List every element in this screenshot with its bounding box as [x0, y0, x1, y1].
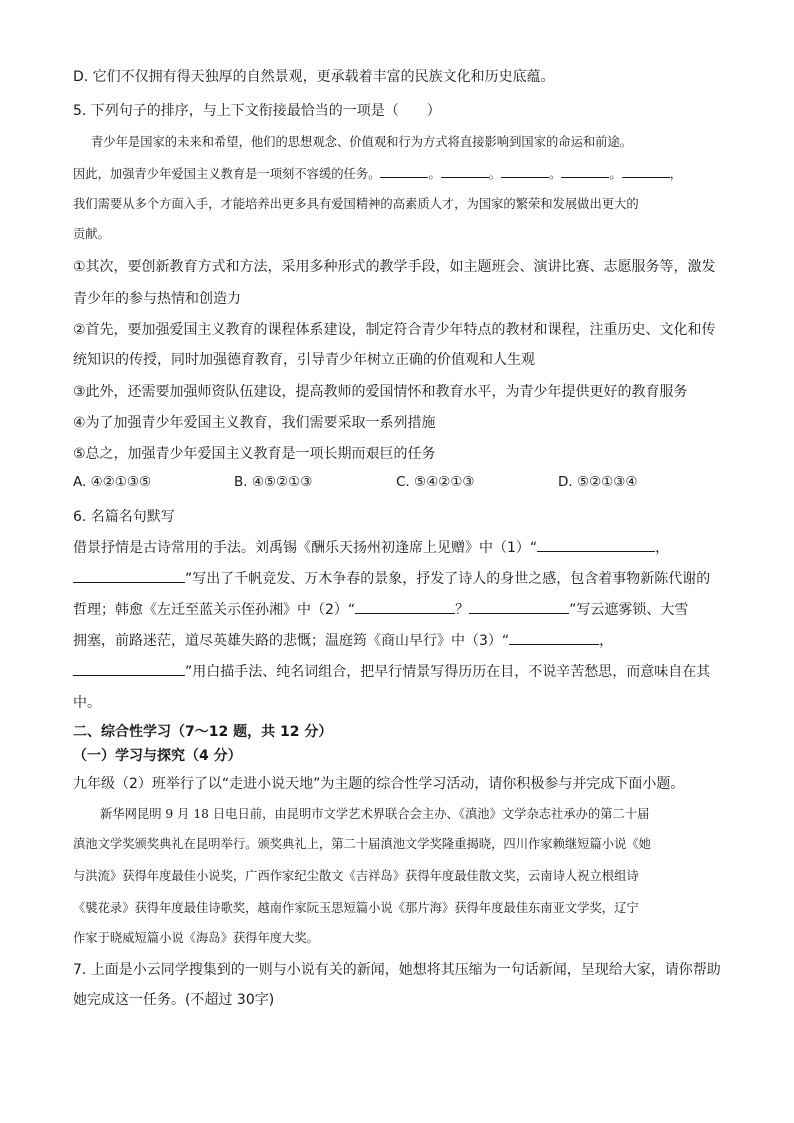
answer-blank[interactable] [469, 600, 569, 614]
q4-option-d: D. 它们不仅拥有得天独厚的自然景观，更承载着丰富的民族文化和历史底蕴。 [73, 69, 555, 85]
answer-blank[interactable] [441, 165, 489, 178]
answer-blank[interactable] [622, 165, 670, 178]
q7-line-2: 她完成这一任务。(不超过 30字) [73, 992, 275, 1008]
q5-sentence-5: ⑤总之，加强青少年爱国主义教育是一项长期而艰巨的任务 [73, 446, 436, 462]
answer-blank[interactable] [73, 662, 185, 676]
q5-option-d[interactable]: D. ⑤②①③④ [558, 474, 638, 490]
q6-line-3: 哲理；韩愈《左迁至蓝关示侄孙湘》中（2）“ ？ ”写云遮雾锁、大雪 [73, 602, 689, 618]
q6-line-1: 借景抒情是古诗常用的手法。刘禹锡《酬乐天扬州初逢席上见赠》中（1）“ ， [73, 540, 670, 556]
q7-line-1: 7. 上面是小云同学搜集到的一则与小说有关的新闻，她想将其压缩为一句话新闻，呈现给大家，请你帮助 [73, 962, 721, 978]
section-2-heading: 二、综合性学习（7～12 题，共 12 分） [73, 724, 333, 740]
answer-blank[interactable] [537, 538, 655, 552]
news-line-4: 《襞花录》获得年度最佳诗歌奖，越南作家阮玉思短篇小说《那片海》获得年度最佳东南亚文学奖，辽宁 [73, 901, 639, 915]
answer-blank[interactable] [501, 165, 549, 178]
news-line-1: 新华网昆明 9 月 18 日电日前，由昆明市文学艺术界联合会主办、《滇池》文学杂志社承办的第二十届 [100, 807, 650, 821]
q5-passage-line-3: 我们需要从多个方面入手，才能培养出更多具有爱国精神的高素质人才，为国家的繁荣和发展做出更大的 [73, 197, 639, 211]
q5-passage-line-2: 因此，加强青少年爱国主义教育是一项刻不容缓的任务。 。 。 。 。 ， [73, 167, 682, 181]
q5-sentence-3: ③此外，还需要加强师资队伍建设，提高教师的爱国情怀和教育水平，为青少年提供更好的教育服务 [73, 384, 688, 400]
answer-blank[interactable] [73, 569, 185, 583]
q5-option-a[interactable]: A. ④②①③⑤ [73, 474, 152, 490]
q6-line-4: 拥塞，前路迷茫，道尽英雄失路的悲慨；温庭筠《商山早行》中（3）“ ， [73, 633, 614, 649]
q5-sentence-2a: ②首先，要加强爱国主义教育的课程体系建设，制定符合青少年特点的教材和课程，注重历史、文化和传 [73, 322, 716, 338]
q5-passage-line-1: 青少年是国家的未来和希望，他们的思想观念、价值观和行为方式将直接影响到国家的命运和前途。 [91, 135, 633, 149]
answer-blank[interactable] [355, 600, 455, 614]
news-line-2: 滇池文学奖颁奖典礼在昆明举行。颁奖典礼上，第二十届滇池文学奖隆重揭晓，四川作家赖继短篇小说《她 [73, 837, 651, 851]
q6-line-5: ”用白描手法、纯名词组合，把早行情景写得历历在目，不说辛苦愁思，而意味自在其 [73, 661, 723, 681]
q5-sentence-2b: 统知识的传授，同时加强德育教育，引导青少年树立正确的价值观和人生观 [73, 352, 535, 368]
q6-line-6: 中。 [73, 695, 101, 711]
answer-blank[interactable] [561, 165, 609, 178]
q5-passage-line-4: 贡献。 [73, 227, 110, 241]
news-line-5: 作家于晓威短篇小说《海岛》获得年度大奖。 [73, 931, 319, 945]
q5-option-b[interactable]: B. ④⑤②①③ [234, 474, 313, 490]
news-line-3: 与洪流》获得年度最佳小说奖，广西作家纪尘散文《吉祥岛》获得年度最佳散文奖，云南诗人祝立根组诗 [73, 869, 639, 883]
section-2-subheading: （一）学习与探究（4 分） [73, 748, 242, 764]
section-2-intro: 九年级（2）班举行了以“走进小说天地”为主题的综合性学习活动，请你积极参与并完成下面小题。 [73, 776, 685, 792]
q5-option-c[interactable]: C. ⑤④②①③ [396, 474, 475, 490]
q5-sentence-1a: ①其次，要创新教育方式和方法，采用多种形式的教学手段，如主题班会、演讲比赛、志愿服务等，激发 [73, 259, 716, 275]
q5-stem: 5. 下列句子的排序，与上下文衔接最恰当的一项是（ ） [73, 103, 441, 119]
q5-sentence-4: ④为了加强青少年爱国主义教育，我们需要采取一系列措施 [73, 415, 436, 431]
q6-line-2: ”写出了千帆竞发、万木争春的景象，抒发了诗人的身世之感，包含着事物新陈代谢的 [73, 568, 723, 588]
q6-title: 6. 名篇名句默写 [73, 509, 175, 525]
answer-blank[interactable] [509, 631, 599, 645]
answer-blank[interactable] [380, 165, 428, 178]
q5-sentence-1b: 青少年的参与热情和创造力 [73, 291, 241, 307]
